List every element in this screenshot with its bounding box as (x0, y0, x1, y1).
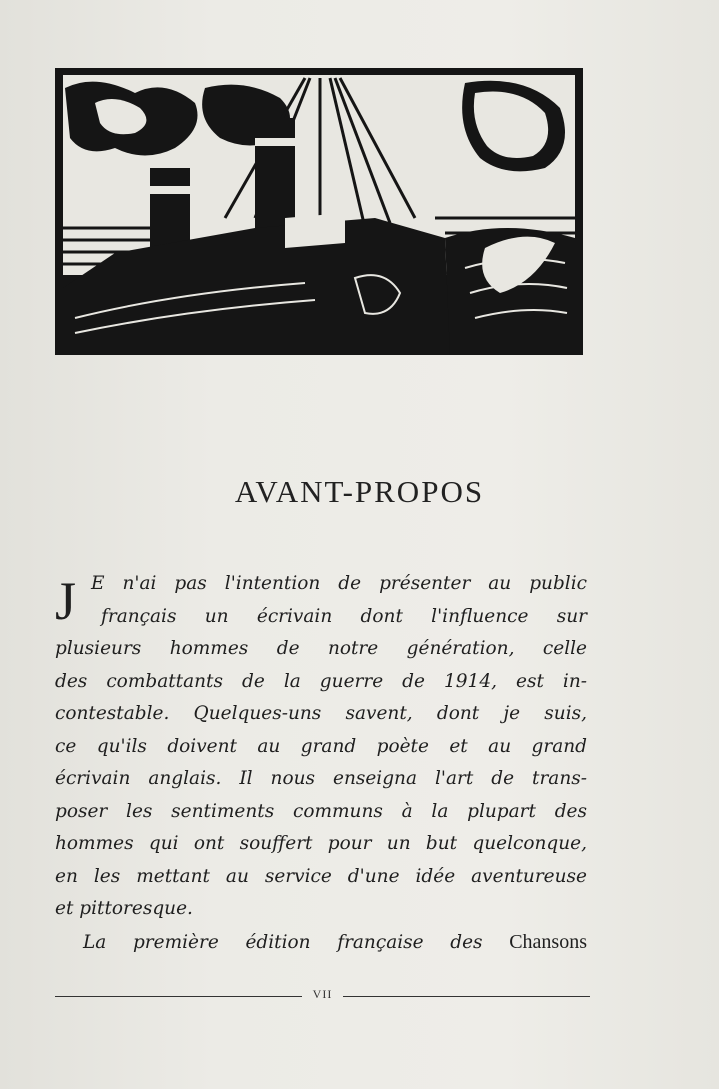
text-line: en les mettant au service d'une idée aventureuse (55, 865, 587, 887)
text-line: contestable. Quelques-uns savent, dont je suis, (55, 703, 587, 724)
woodcut-illustration (55, 68, 583, 355)
paragraph-line (55, 926, 587, 960)
page-footer (55, 986, 590, 1006)
body-text (55, 568, 587, 959)
drop-cap: J (55, 571, 77, 631)
text-line: écrivain anglais. Il nous enseigna l'art de trans- (55, 768, 587, 789)
page-number: VII (312, 987, 333, 1001)
paragraph-roman-text: Chansons (509, 930, 587, 953)
woodcut-steamship-icon (55, 68, 583, 355)
text-line: et pittoresque. (55, 898, 193, 919)
text-line: E n'ai pas l'intention de présenter au public (91, 573, 587, 594)
footer-rule-right (343, 996, 590, 997)
text-line: poser les sentiments communs à la plupart des (55, 800, 587, 822)
footer-rule-left (55, 996, 302, 997)
paragraph-italic-text: La première édition française des (83, 931, 483, 953)
text-line: des combattants de la guerre de 1914, est in- (55, 670, 587, 692)
chapter-title: AVANT-PROPOS (234, 474, 485, 509)
text-line: français un écrivain dont l'influence sur (101, 605, 587, 627)
text-line: ce qu'ils doivent au grand poète et au grand (55, 735, 587, 757)
text-line: hommes qui ont souffert pour un but quelconque, (55, 833, 587, 854)
text-line: plusieurs hommes de notre génération, celle (55, 638, 587, 659)
